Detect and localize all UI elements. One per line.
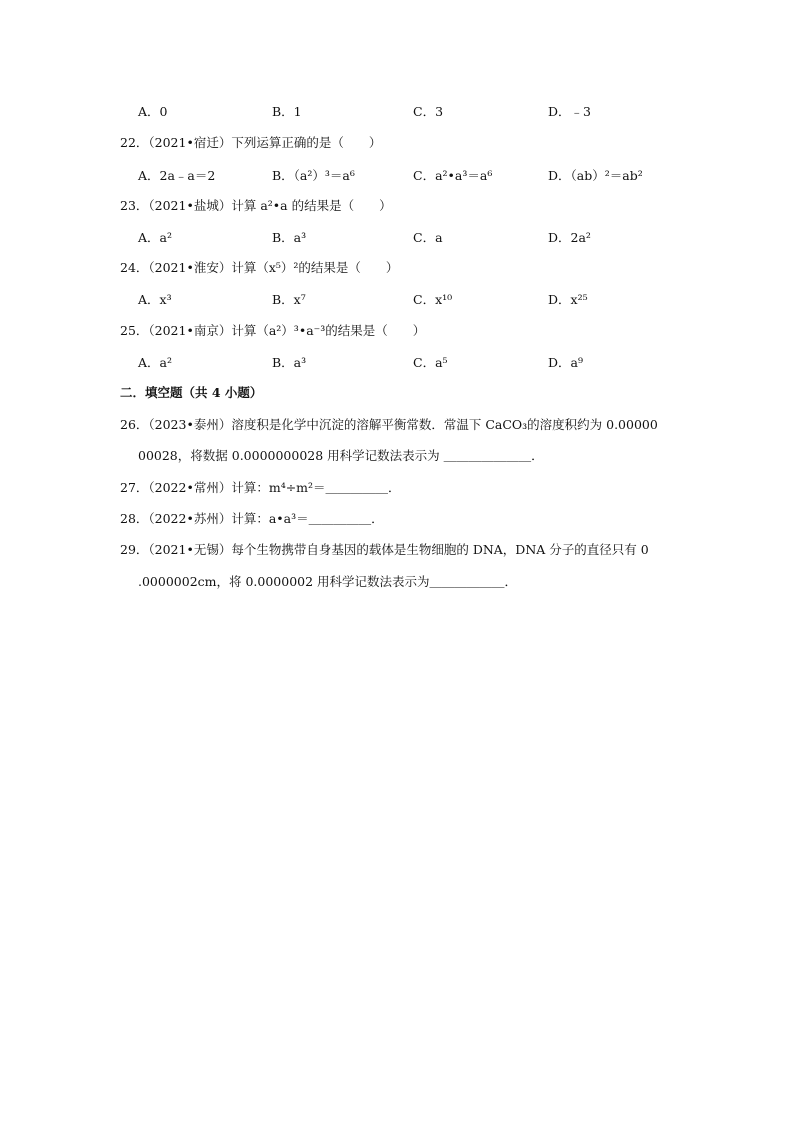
q29-line-2: .0000002cm，将 0.0000002 用科学记数法表示为＿＿＿＿＿＿． — [138, 574, 518, 589]
q21-option-b: B．1 — [272, 104, 302, 119]
q24-option-a: A．x³ — [138, 292, 172, 307]
q24-option-b: B．x⁷ — [272, 292, 306, 307]
q29-line-1: 29．（2021•无锡）每个生物携带自身基因的载体是生物细胞的 DNA，DNA 分子的直径只有 0 — [120, 542, 649, 557]
q23-option-d: D．2a² — [548, 230, 591, 245]
q27-text: 27．（2022•常州）计算：m⁴÷m²＝＿＿＿＿＿． — [120, 480, 401, 495]
q25-stem: 25．（2021•南京）计算（a²）³•a⁻³的结果是（ ） — [120, 323, 426, 338]
q25-option-c: C．a⁵ — [413, 355, 448, 370]
q26-line-1: 26．（2023•泰州）溶度积是化学中沉淀的溶解平衡常数．常温下 CaCO₃的溶度积约为 0.00000 — [120, 417, 658, 432]
q26-line-2: 00028，将数据 0.0000000028 用科学记数法表示为 ＿＿＿＿＿＿＿． — [138, 448, 544, 463]
q23-stem: 23．（2021•盐城）计算 a²•a 的结果是（ ） — [120, 198, 392, 213]
q23-option-c: C．a — [413, 230, 443, 245]
q25-option-a: A．a² — [138, 355, 172, 370]
q22-option-a: A．2a﹣a＝2 — [138, 168, 216, 183]
q22-option-c: C．a²•a³＝a⁶ — [413, 168, 493, 183]
q24-stem: 24．（2021•淮安）计算（x⁵）²的结果是（ ） — [120, 260, 399, 275]
q28-text: 28．（2022•苏州）计算：a•a³＝＿＿＿＿＿． — [120, 511, 384, 526]
q23-option-b: B．a³ — [272, 230, 307, 245]
q21-option-c: C．3 — [413, 104, 444, 119]
q25-option-d: D．a⁹ — [548, 355, 583, 370]
q21-option-d: D．﹣3 — [548, 104, 591, 119]
q22-stem: 22．（2021•宿迁）下列运算正确的是（ ） — [120, 135, 382, 150]
q22-option-b: B．（a²）³＝a⁶ — [272, 168, 355, 183]
q24-option-c: C．x¹⁰ — [413, 292, 453, 307]
q21-option-a: A．0 — [138, 104, 168, 119]
section-heading-fill-in-blank: 二．填空题（共 4 小题） — [120, 385, 263, 400]
q23-option-a: A．a² — [138, 230, 172, 245]
q24-option-d: D．x²⁵ — [548, 292, 588, 307]
q22-option-d: D．（ab）²＝ab² — [548, 168, 643, 183]
q25-option-b: B．a³ — [272, 355, 307, 370]
